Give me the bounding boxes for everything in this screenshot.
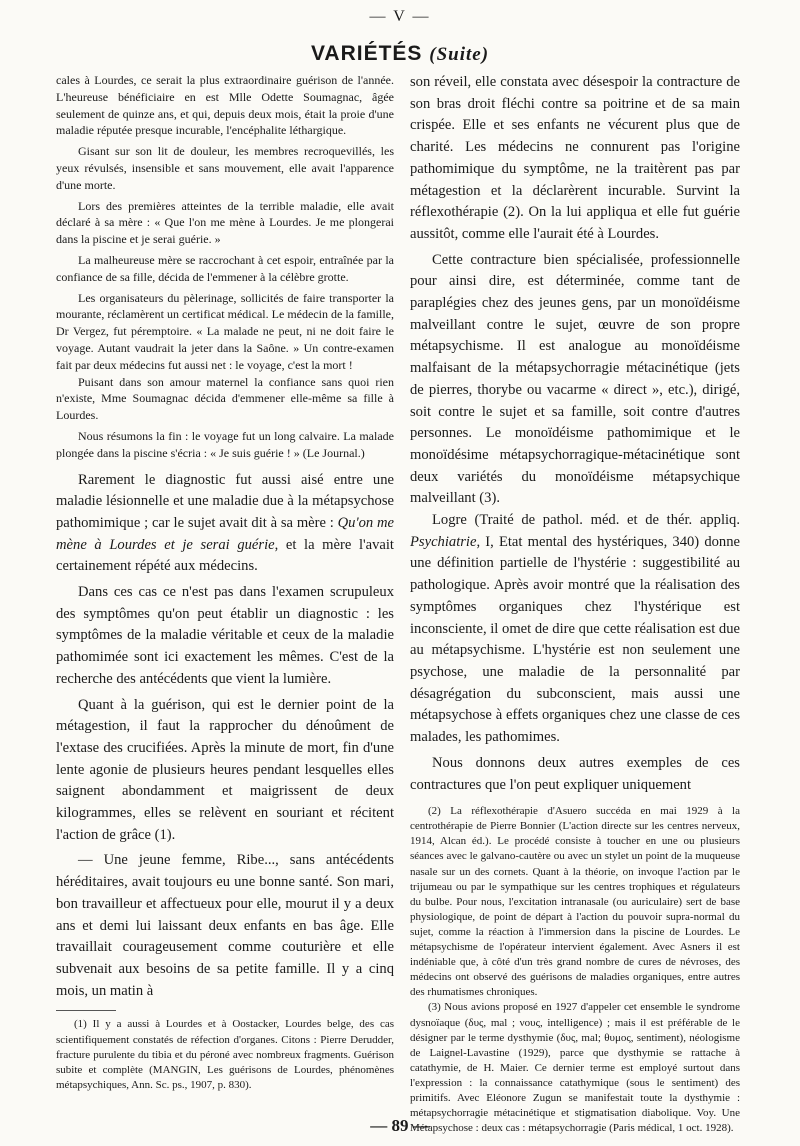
title-text: VARIÉTÉS — [310, 42, 423, 65]
title-suite: (Suite) — [429, 44, 490, 65]
body-paragraph: Rarement le diagnostic fut aussi aisé entre une maladie lésionnelle et une maladie due à la métapsychose pathomimique ; car le sujet avait dit à sa mère : Qu'on me mène à Lourdes et je serai guérie, et la mère l'avait certainement répété aux médecins. — [56, 471, 395, 575]
news-paragraph: Lors des premières atteintes de la terrible maladie, elle avait déclaré à sa mère : « Que l'on me mène à Lourdes. Je me plongerai dans la piscine et je serai guérie. » — [56, 198, 394, 247]
right-column — [410, 72, 740, 1136]
news-paragraph: Les organisateurs du pèlerinage, sollicités de faire transporter la mourante, réclamèrent un certificat médical. Le médecin de la famille, Dr Vergez, fut péremptoire. « La malade ne peut, ni ne doit faire le voyage. Autant vaudrait la jeter dans la Saône. » Un contre-examen fait par deux médecins fut aussi net : le voyage, c'est la mort ! — [56, 290, 394, 372]
news-paragraph: Nous résumons la fin : le voyage fut un long calvaire. La malade plongée dans la piscine s'écria : « Je suis guérie ! » (Le Journal.) — [56, 428, 394, 460]
news-paragraph: La malheureuse mère se raccrochant à cet espoir, entraînée par la confiance de sa fille, décida de l'emmener à la célèbre grotte. — [56, 252, 394, 284]
page-number: — 89 — — [370, 1116, 430, 1135]
body-paragraph: Cette contracture bien spécialisée, professionnelle pour ainsi dire, est déterminée, comme tant de paraplégies chez des jeunes gens, par un monoïdéisme malveillant contre le sujet, œuvre de son propre métapsychisme. Il est analogue au monoïdéisme malfaisant de la métapsychorragie métacinétique (jets de pierres, thorybe ou vacarme « direct », etc.), dirigé, soit contre le sujet et sa famille, soit contre d'autres personnes. Le monoïdéisme pathomimique et le monoïdésime métapsychorragique-métacinétique sont deux variétés du monoïdéisme métapsychique malveillant (3). — [410, 251, 740, 507]
quoted-news-excerpt — [56, 72, 394, 462]
footnote-3: (3) Nous avions proposé en 1927 d'appeler cet ensemble le syndrome dysnoïaque (δυς, mal ; νους, intelligence) ; mais il est préférable de le désigner par le terme dysthymie (δυς, mal; θυμος, sentiment), néologisme de Laignel-Lavastine (1929), parce que dysthymie se rattache à catathymie, de H. Maier. Ce dernier terme est employé surtout dans l'expression : la connaissance catathymique (sous le sentiment) des primitifs. Avec Eléonore Zugun se manifestait toute la dysthymie : métapsychorragie métacinétique et stigmatisation diabolique. Voy. Une Métapsychose : deux cas : métapsychorragie (Paris médical, 1 oct. 1928). — [410, 1001, 740, 1135]
left-column — [56, 72, 394, 1093]
news-paragraph: Puisant dans son amour maternel la confiance sans quoi rien n'existe, Mme Soumagnac décida d'emmener elle-même sa fille à Lourdes. — [56, 374, 394, 423]
body-paragraph: son réveil, elle constata avec désespoir la contracture de son bras droit fléchi contre sa poitrine et de sa main crispée. Elle et ses enfants ne vécurent plus que de charité. Les médecins ne connurent pas l'origine pathomimique du symptôme, ne la traitèrent pas par métagestion et la déclarèrent incurable. Survint la réflexothérapie (2). On la lui appliqua et elle fut guérie aussitôt, comme elle l'aurait été à Lourdes. — [410, 74, 740, 242]
quote-italic: Qu'on me mène à Lourdes et je serai guérie — [56, 514, 395, 553]
news-paragraph: cales à Lourdes, ce serait la plus extraordinaire guérison de l'année. L'heureuse bénéficiaire en est Mlle Odette Soumagnac, âgée seulement de quinze ans, et qui, depuis deux mois, était la proie d'une maladie réputée presque incurable, l'encéphalite léthargique. — [56, 73, 394, 138]
body-paragraph: — Une jeune femme, Ribe..., sans antécédents héréditaires, avait toujours eu une bonne santé. Son mari, bon travailleur et affectueux pour elle, mourut il y a deux ans et demi lui laissant deux enfants en bas âge. Elle travaillait courageusement comme couturière et elle subvenait aux besoins de sa petite famille. Il y a cinq mois, un matin à — [56, 852, 394, 999]
footnote-divider — [56, 1010, 116, 1011]
body-paragraph: Nous donnons deux autres exemples de ces contractures que l'on peut expliquer uniquement — [410, 754, 740, 793]
body-paragraph: Quant à la guérison, qui est le dernier point de la métagestion, il faut la rapprocher du dénoûment de l'extase des crucifiées. Après la minute de mort, fin d'une lente agonie de plusieurs heures pendant lesquelles elles saignent abondamment et maigrissent de deux kilogrammes, elles se relèvent en souriant et récitent l'action de grâce (1). — [56, 696, 394, 843]
page-title — [0, 42, 800, 66]
body-paragraph: Logre (Traité de pathol. méd. et de thér. appliq. Psychiatrie, I, Etat mental des hystériques, 340) donne une définition partielle de l'hystérie : suggestibilité au pathologique. Après avoir montré que la réalisation des symptômes organiques chez l'hystérique est inconsciente, il omet de dire que cette réalisation est due au métapsychisme. L'hystérie est non seulement une psychose, une maladie de la personnalité par désagrégation du subconscient, mais aussi une métapsychose à effets organiques chez une classe de ces malades, les pathomimes. — [410, 512, 740, 746]
section-roman-numeral: — V — — [369, 8, 431, 25]
news-paragraph: Gisant sur son lit de douleur, les membres recroquevillés, les yeux révulsés, insensible et sans mouvement, elle avait l'apparence d'une morte. — [56, 144, 394, 192]
footnote-2: (2) La réflexothérapie d'Asuero succéda en mai 1929 à la centrothérapie de Pierre Bonnier (L'action directe sur les centres nerveux, 1914, Alcan éd.). Le procédé consiste à toucher en une ou plusieurs séances avec le galvano-cautère ou avec un stylet un point de la muqueuse nasale sur un des cornets. Quant à la théorie, on invoque l'action par le trijumeau ou par le sympathique sur les centres trophiques et régulateurs du bulbe. Pour nous, l'excitation intranasale (ou auriculaire) sert de base physiologique, de point de départ à l'action du pouvoir supra-normal du sujet, comme la réaction à l'immersion dans la piscine de Lourdes. Le métapsychisme de l'opérateur intervient également. Avec Asners il est indéniable que, à côté d'un très grand nombre de cures de névroses, des médecins ont observé des guérisons de maladies organiques, entre autres des rhumatismes chroniques. — [410, 805, 740, 999]
title-italic: Psychiatrie — [410, 533, 477, 550]
footnote-1: (1) Il y a aussi à Lourdes et à Oostacker, Lourdes belge, des cas scientifiquement constatés de réfection d'organes. Citons : Pierre Derudder, fracture purulente du tibia et du péroné avec nombreux fragments. Guérison subite et complète (MANGIN, Les guérisons de Lourdes, phénomènes métapsychiques, Ann. Sc. ps., 1907, p. 830). — [56, 1018, 394, 1091]
body-paragraph: Dans ces cas ce n'est pas dans l'examen scrupuleux des symptômes qu'on peut établir un diagnostic : les symptômes de la maladie véritable et ceux de la maladie pathomimée sont ici exactement les mêmes. C'est de la recherche des antécédents que vient la lumière. — [56, 584, 394, 687]
main-text-left — [56, 470, 394, 1003]
main-text-right — [410, 72, 740, 796]
